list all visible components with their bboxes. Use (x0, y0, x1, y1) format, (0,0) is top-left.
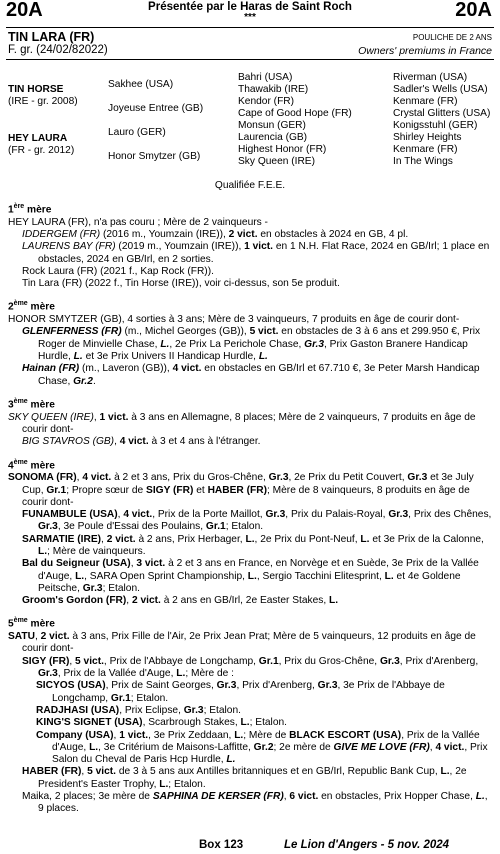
great-grandparent: Highest Honor (FR) (238, 144, 327, 155)
horse-name: TIN LARA (FR) (8, 30, 95, 44)
pedigree-entry: KING'S SIGNET (USA), Scarbrough Stakes, L.; Etalon. (36, 717, 287, 729)
grandparent: Lauro (GER) (108, 127, 166, 138)
dam-line-section (8, 201, 494, 816)
pedigree-entry: SKY QUEEN (IRE), 1 vict. à 3 ans en Allemagne, 8 places; Mère de 2 vainqueurs, 7 produits en âge de courir dont- (8, 411, 476, 435)
grandparent: Honor Smytzer (GB) (108, 151, 201, 162)
pedigree-entry: HABER (FR), 5 vict. de 3 à 5 ans aux Antilles britanniques et en GB/Irl, Republic Bank Cup, L., 2e President's Easter Trophy, L.; Etalon. (22, 766, 467, 790)
pedigree-entry: HONOR SMYTZER (GB), 4 sorties à 3 ans; Mère de 3 vainqueurs, 7 produits en âge de courir dont- (8, 314, 460, 326)
great-grandparent: Kendor (FR) (238, 96, 295, 107)
dam-name: HEY LAURA (8, 133, 68, 144)
great-great-grandparent: Shirley Heights (393, 132, 462, 143)
section-heading: 1ère mère (8, 203, 52, 216)
great-great-grandparent: Crystal Glitters (USA) (393, 108, 491, 119)
grandparent: Joyeuse Entree (GB) (108, 103, 204, 114)
great-great-grandparent: Riverman (USA) (393, 72, 468, 83)
pedigree-entry: Company (USA), 1 vict., 3e Prix Zeddaan, L.; Mère de BLACK ESCORT (USA), Prix de la Vallée d'Auge, L., 3e Critérium de Maisons-Laffitte, Gr.2; 2e mère de GIVE ME LOVE (FR), 4 vict., Prix Salon du Cheval de Paris Hcp Hurdle, L. (36, 729, 488, 766)
sire-name: TIN HORSE (8, 84, 64, 95)
pedigree-entry: SONOMA (FR), 4 vict. à 2 et 3 ans, Prix du Gros-Chêne, Gr.3, 2e Prix du Petit Couvert, Gr.3 et 3e July Cup, Gr.1; Propre sœur de SIGY (FR) et HABER (FR); Mère de 8 vainqueurs, 8 produits en âge de courir dont- (8, 472, 474, 508)
lot-number-left: 20A (6, 0, 43, 21)
great-grandparent: Cape of Good Hope (FR) (238, 108, 352, 119)
pedigree-entry: Groom's Gordon (FR), 2 vict. à 2 ans en GB/Irl, 2e Easter Stakes, L. (22, 595, 339, 607)
pedigree-entry: Tin Lara (FR) (2022 f., Tin Horse (IRE)), voir ci-dessus, son 5e produit. (22, 278, 340, 290)
pedigree-entry: HEY LAURA (FR), n'a pas couru ; Mère de 2 vainqueurs - (8, 216, 268, 228)
great-grandparent: Bahri (USA) (238, 72, 293, 83)
pedigree-entry: Maika, 2 places; 3e mère de SAPHINA DE KERSER (FR), 6 vict. en obstacles, Prix Hopper Chase, L., 9 places. (22, 791, 488, 815)
pedigree-entry: LAURENS BAY (FR) (2019 m., Youmzain (IRE)), 1 vict. en 1 N.H. Flat Race, 2024 en GB/Irl; 1 place en obstacles, 2024 en GB/Irl, en 2 sorties. (22, 241, 490, 265)
pedigree-entry: Rock Laura (FR) (2021 f., Kap Rock (FR)). (22, 265, 214, 277)
lot-number-right: 20A (455, 0, 492, 21)
pedigree-entry: Hainan (FR) (m., Laveron (GB)), 4 vict. en obstacles en GB/Irl et 67.710 €, 3e Peter Marsh Handicap Chase, Gr.2. (22, 363, 480, 387)
great-grandparent: Sky Queen (IRE) (238, 156, 315, 167)
great-grandparent: Laurencia (GB) (238, 132, 308, 143)
pedigree-entry: BIG STAVROS (GB), 4 vict. à 3 et 4 ans à l'étranger. (22, 436, 261, 448)
section-heading: 3ème mère (8, 397, 55, 411)
pedigree-entry: SIGY (FR), 5 vict., Prix de l'Abbaye de Longchamp, Gr.1, Prix du Gros-Chêne, Gr.3, Prix d'Arenberg, Gr.3, Prix de la Vallée d'Auge, L.; Mère de : (22, 655, 479, 680)
catalogue-header (0, 0, 500, 26)
great-great-grandparent: In The Wings (393, 156, 453, 167)
section-heading: 5ème mère (8, 617, 55, 630)
pedigree-entry: GLENFERNESS (FR) (m., Michel Georges (GB)), 5 vict. en obstacles de 3 à 6 ans et 299.950 €, Prix Roger de Minvielle Chase, L., 2e Prix La Perichole Chase, Gr.3, Prix Gaston Branere Handicap Hurdle, L. et 3e Prix Univers II Handicap Hurdle, L. (22, 326, 481, 363)
pedigree-entry: SATU, 2 vict. à 3 ans, Prix Fille de l'Air, 2e Prix Jean Prat; Mère de 5 vainqueurs, 12 produits en âge de courir dont- (8, 631, 476, 655)
header-rule (6, 27, 494, 28)
owners-premiums: Owners' premiums in France (358, 45, 492, 57)
box-number: Box 123 (199, 839, 244, 851)
pedigree-entry: SARMATIE (IRE), 2 vict. à 2 ans, Prix Herbager, L., 2e Prix du Pont-Neuf, L. et 3e Prix de la Calonne, L.; Mère de vainqueurs. (22, 533, 484, 557)
grandparent: Sakhee (USA) (108, 79, 174, 90)
sire-origin: (IRE - gr. 2008) (8, 96, 78, 107)
pedigree-entry: SICYOS (USA), Prix de Saint Georges, Gr.3, Prix d'Arenberg, Gr.3, 3e Prix de l'Abbaye de Longchamp, Gr.1; Etalon. (36, 680, 445, 704)
great-great-grandparent: Kenmare (FR) (393, 144, 458, 155)
presented-by: Présentée par le Haras de Saint Roch (148, 1, 352, 13)
pedigree-entry: FUNAMBULE (USA), 4 vict., Prix de la Porte Maillot, Gr.3, Prix du Palais-Royal, Gr.3, Prix des Chênes, Gr.3, 3e Poule d'Essai des Poulains, Gr.1; Etalon. (22, 509, 492, 533)
stars-mark: *** (244, 12, 256, 23)
sale-info: Le Lion d'Angers - 5 nov. 2024 (284, 839, 450, 851)
pedigree-entry: IDDERGEM (FR) (2016 m., Youmzain (IRE)), 2 vict. en obstacles à 2024 en GB, 4 pl. (22, 228, 409, 240)
great-grandparent: Thawakib (IRE) (238, 84, 309, 95)
dam-origin: (FR - gr. 2012) (8, 145, 75, 156)
section-heading: 4ème mère (8, 458, 55, 471)
qualification: Qualifiée F.E.E. (214, 180, 286, 191)
pedigree-top-rule (6, 59, 494, 60)
filly-label: POULICHE DE 2 ANS (412, 33, 492, 42)
great-great-grandparent: Konigsstuhl (GER) (393, 120, 478, 131)
section-heading: 2ème mère (8, 300, 55, 313)
great-great-grandparent: Sadler's Wells (USA) (393, 84, 488, 95)
pedigree-entry: RADJHASI (USA), Prix Eclipse, Gr.3; Etalon. (36, 704, 241, 716)
great-great-grandparent: Kenmare (FR) (393, 96, 458, 107)
great-grandparent: Monsun (GER) (238, 120, 306, 131)
horse-details: F. gr. (24/02/82022) (8, 44, 108, 56)
pedigree-entry: Bal du Seigneur (USA), 3 vict. à 2 et 3 ans en France, en Norvège et en Suède, 3e Prix de la Vallée d'Auge, L., SARA Open Sprint Championship, L., Sergio Tacchini Elitesprint, L. et 4e Goldene Peitsche, Gr.3; Etalon. (22, 558, 479, 594)
